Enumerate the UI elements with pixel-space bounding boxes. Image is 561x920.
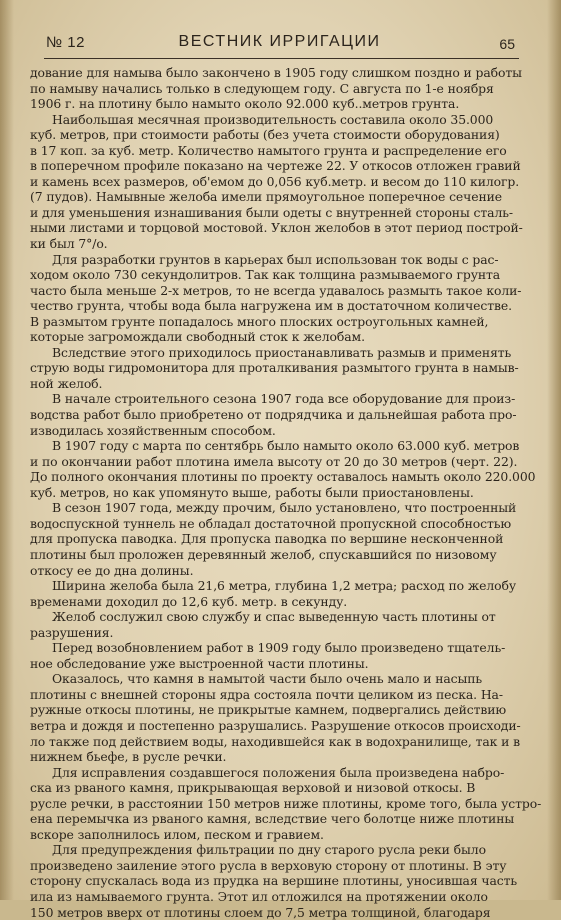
text-line: ружные откосы плотины, не прикрытые камнем, подвергались действию xyxy=(30,702,507,718)
text-line: часто была меньше 2-х метров, то не всегда удавалось размыть такое коли- xyxy=(30,282,522,298)
text-line: откосу ее до дна долины. xyxy=(30,562,194,578)
text-line: В сезон 1907 года, между прочим, было установлено, что построенный xyxy=(52,500,517,516)
text-line: по намыву начались только в следующем году. С августа по 1-е ноября xyxy=(30,80,494,96)
paragraph xyxy=(30,609,519,640)
text-line: сторону спускалась вода из прудка на вершине плотины, уносившая часть xyxy=(30,873,517,889)
text-line: Вследствие этого приходилось приостанавливать размыв и применять xyxy=(52,344,512,360)
journal-title: ВЕСТНИК ИРРИГАЦИИ xyxy=(178,33,381,50)
text-line: струю воды гидромонитора для проталкивания размытого грунта в намыв- xyxy=(30,360,519,376)
text-line: (7 пудов). Намывные желоба имели прямоугольное поперечное сечение xyxy=(30,189,503,205)
text-line: плотины с внешней стороны ядра состояла почти целиком из песка. На- xyxy=(30,686,503,702)
text-line: водства работ было приобретено от подрядчика и дальнейшая работа про- xyxy=(30,407,517,423)
text-line: Желоб сослужил свою службу и спас выведенную часть плотины от xyxy=(52,609,496,625)
issue-number: № 12 xyxy=(46,34,85,51)
text-line: которые загромождали свободный сток к желобам. xyxy=(30,329,365,345)
text-line: и для уменьшения изнашивания были одеты с внутренней стороны сталь- xyxy=(30,204,513,220)
page-shadow-right xyxy=(547,0,561,900)
text-line: разрушения. xyxy=(30,624,114,640)
text-line: Оказалось, что камня в намытой части было очень мало и насыпь xyxy=(52,671,483,687)
text-line: в 17 коп. за куб. метр. Количество намытого грунта и распределение его xyxy=(30,142,507,158)
paragraph xyxy=(30,345,519,392)
paragraph xyxy=(30,391,519,438)
text-line: куб. метров, но как упомянуто выше, работы были приостановлены. xyxy=(30,484,474,500)
text-line: В начале строительного сезона 1907 года все оборудование для произ- xyxy=(52,391,516,407)
paragraph xyxy=(30,640,519,671)
paragraph xyxy=(30,500,519,578)
paragraph xyxy=(30,842,519,920)
running-header xyxy=(40,30,519,58)
text-line: вскоре заполнилось илом, песком и гравием. xyxy=(30,826,324,842)
paragraph xyxy=(30,578,519,609)
text-line: произведено заиление этого русла в верховую сторону от плотины. В эту xyxy=(30,857,507,873)
text-line: Ширина желоба была 21,6 метра, глубина 1,2 метра; расход по желобу xyxy=(52,578,517,594)
text-line: изводилась хозяйственным способом. xyxy=(30,422,276,438)
article-body xyxy=(30,65,542,920)
text-line: Для предупреждения фильтрации по дну старого русла реки было xyxy=(52,842,486,858)
header-rule xyxy=(44,58,519,59)
text-line: ными листами и торцовой мостовой. Уклон желобов в этот период построй- xyxy=(30,220,523,236)
text-line: ной желоб. xyxy=(30,375,103,391)
text-line: ила из намываемого грунта. Этот ил отложился на протяжении около xyxy=(30,888,488,904)
text-line: водоспускной туннель не обладал достаточной пропускной способностью xyxy=(30,515,512,531)
text-line: Для разработки грунтов в карьерах был использован ток воды с рас- xyxy=(52,251,499,267)
text-line: ена перемычка из рваного камня, вследствие чего болотце ниже плотины xyxy=(30,811,515,827)
text-line: временами доходил до 12,6 куб. метр. в секунду. xyxy=(30,593,348,609)
text-line: куб. метров, при стоимости работы (без учета стоимости оборудования) xyxy=(30,127,500,143)
text-line: и камень всех размеров, об'емом до 0,056 куб.метр. и весом до 110 килогр. xyxy=(30,173,520,189)
paragraph xyxy=(30,671,519,764)
text-line: ло также под действием воды, находившейся как в водохранилище, так и в xyxy=(30,733,520,749)
text-line: ска из рваного камня, прикрывающая верховой и низовой откосы. В xyxy=(30,780,476,796)
page-number: 65 xyxy=(499,36,515,52)
text-line: 1906 г. на плотину было намыто около 92.000 куб..метров грунта. xyxy=(30,96,460,112)
text-line: плотины был проложен деревянный желоб, спускавшийся по низовому xyxy=(30,546,497,562)
text-line: ходом около 730 секундолитров. Так как толщина размываемого грунта xyxy=(30,267,501,283)
text-line: В 1907 году с марта по сентябрь было намыто около 63.000 куб. метров xyxy=(52,438,520,454)
text-line: До полного окончания плотины по проекту оставалось намыть около 220.000 xyxy=(30,469,536,485)
text-line: для пропуска паводка. Для пропуска паводка по вершине несконченной xyxy=(30,531,504,547)
text-line: Наибольшая месячная производительность составила около 35.000 xyxy=(52,111,494,127)
text-line: нижнем бьефе, в русле речки. xyxy=(30,749,227,765)
paragraph xyxy=(30,764,542,843)
text-line: и по окончании работ плотина имела высоту от 20 до 30 метров (черт. 22). xyxy=(30,453,518,469)
page-shadow-left xyxy=(0,0,14,900)
text-line: Перед возобновлением работ в 1909 году было произведено тщатель- xyxy=(52,640,506,656)
text-line: Для исправления создавшегося положения была произведена набро- xyxy=(52,764,505,780)
paragraph xyxy=(30,111,523,252)
paragraph xyxy=(30,251,522,345)
text-line: 150 метров вверх от плотины слоем до 7,5 метра толщиной, благодаря xyxy=(30,904,491,920)
text-line: В размытом грунте попадалось много плоских остроугольных камней, xyxy=(30,313,489,329)
text-line: русле речки, в расстоянии 150 метров ниже плотины, кроме того, была устро- xyxy=(30,795,542,811)
paragraph xyxy=(30,65,522,112)
text-line: ное обследование уже выстроенной части плотины. xyxy=(30,655,369,671)
text-line: ки был 7°/о. xyxy=(30,236,108,252)
text-line: в поперечном профиле показано на чертеже 22. У откосов отложен гравий xyxy=(30,158,521,174)
text-line: чество грунта, чтобы вода была нагружена им в достаточном количестве. xyxy=(30,298,512,314)
text-line: дование для намыва было закончено в 1905 году слишком поздно и работы xyxy=(30,65,522,80)
text-line: ветра и дождя и постепенно разрушались. Разрушение откосов происходи- xyxy=(30,717,521,733)
paragraph xyxy=(30,438,536,500)
